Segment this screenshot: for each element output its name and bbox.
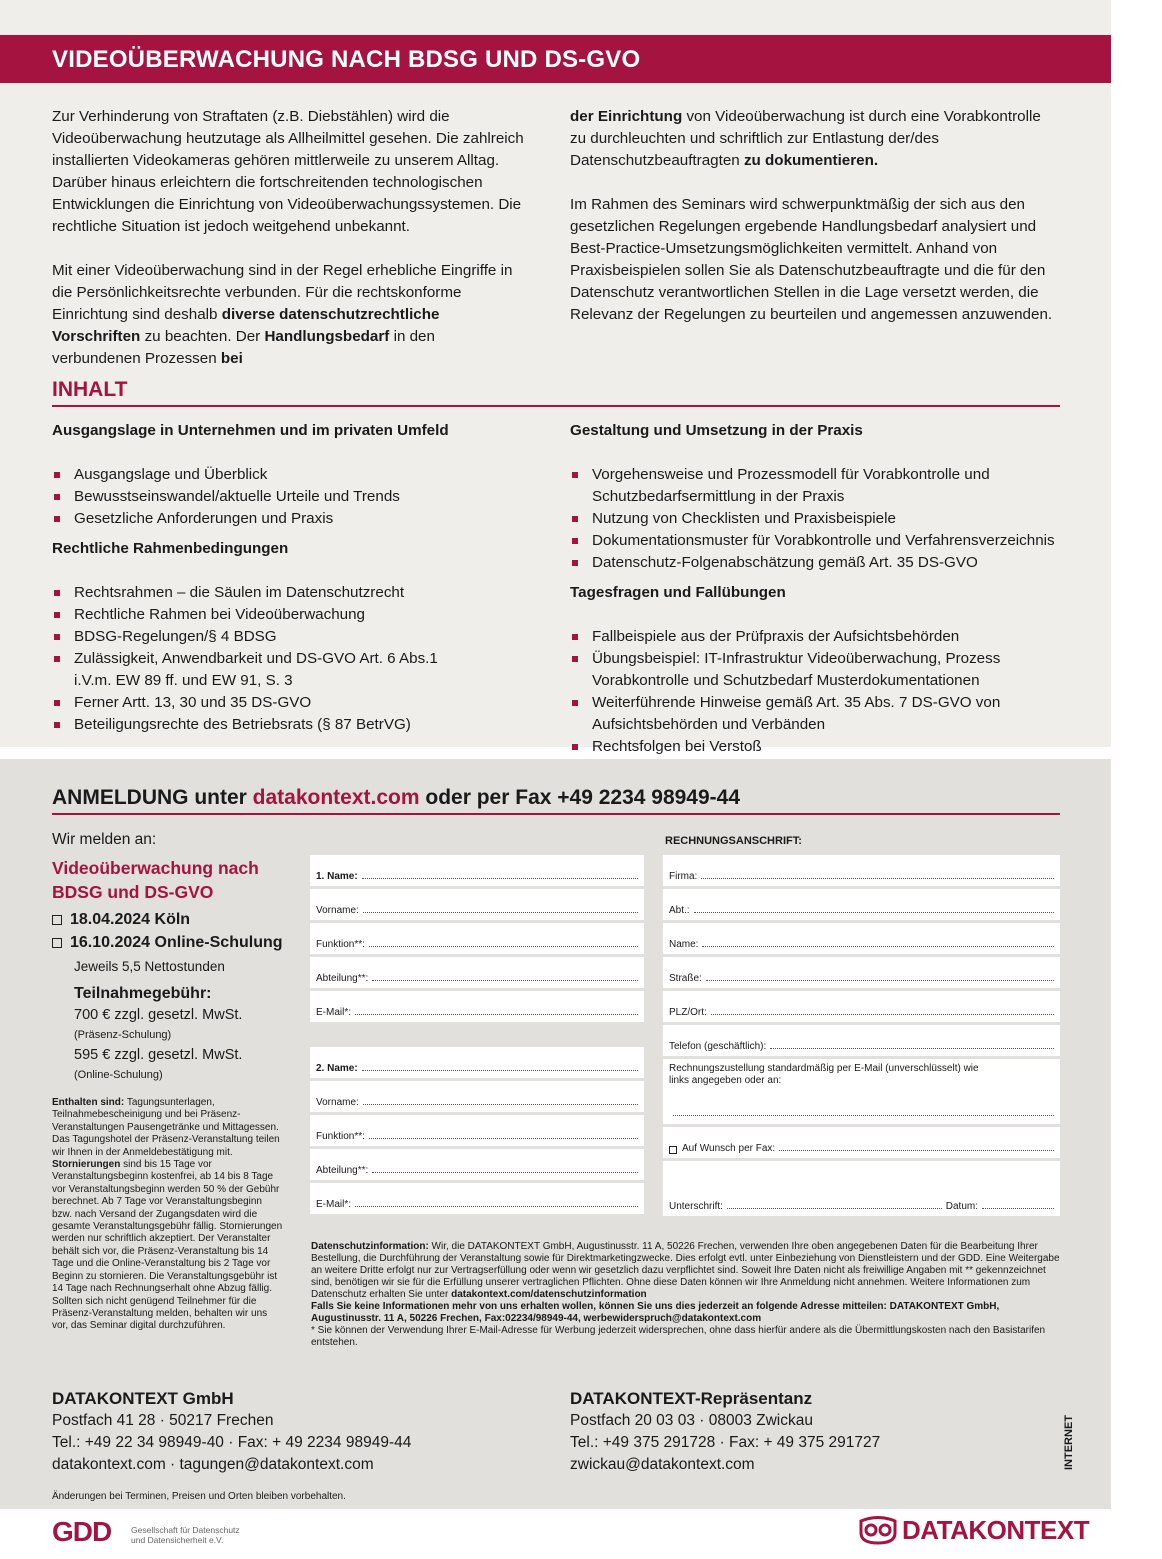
date-option-1[interactable]: 18.04.2024 Köln: [52, 908, 283, 931]
address-zwickau: DATAKONTEXT-Repräsentanz Postfach 20 03 03 · 08003 Zwickau Tel.: +49 375 291728 · Fax: + 49 375 291727 zwickau@datakontext.com: [570, 1389, 881, 1473]
billing-heading: RECHNUNGSANSCHRIFT:: [665, 835, 802, 847]
funktion-2-field[interactable]: Funktion**:: [310, 1115, 644, 1146]
fee-2-note: (Online-Schulung): [74, 1069, 163, 1081]
inhalt-right: [570, 420, 1070, 766]
signature-field[interactable]: Unterschrift: Datum:: [663, 1161, 1060, 1216]
list-item: Nutzung von Checklisten und Praxisbeispiele: [570, 508, 1070, 530]
fax-option-field[interactable]: Auf Wunsch per Fax:: [663, 1127, 1060, 1158]
divider: [52, 813, 1060, 815]
list-item: Ferner Artt. 13, 30 und 35 DS-GVO: [52, 692, 532, 714]
intro-right: [570, 106, 1060, 348]
seminar-title: Videoüberwachung nach BDSG und DS-GVO: [52, 858, 259, 902]
section-title: Ausgangslage in Unternehmen und im privaten Umfeld: [52, 422, 449, 439]
strasse-field[interactable]: Straße:: [663, 957, 1060, 988]
list-item: Zulässigkeit, Anwendbarkeit und DS-GVO Art. 6 Abs.1 i.V.m. EW 89 ff. und EW 91, S. 3: [52, 648, 532, 692]
divider: [52, 405, 1060, 407]
name-2-field[interactable]: 2. Name:: [310, 1047, 644, 1078]
bullet-list: [570, 464, 1070, 574]
checkbox[interactable]: [52, 915, 62, 925]
hours-text: Jeweils 5,5 Nettostunden: [74, 959, 225, 974]
privacy-link[interactable]: datakontext.com/datenschutzinformation: [451, 1289, 647, 1300]
list-item: Rechtsrahmen – die Säulen im Datenschutzrecht: [52, 582, 532, 604]
list-item: Weiterführende Hinweise gemäß Art. 35 Abs. 7 DS-GVO von Aufsichtsbehörden und Verbänden: [570, 692, 1070, 736]
section-title: Rechtliche Rahmenbedingungen: [52, 540, 289, 557]
invoice-email-label: Rechnungszustellung standardmäßig per E-Mail (unverschlüsselt) wie links angegeben oder an:: [669, 1063, 979, 1087]
checkbox[interactable]: [52, 938, 62, 948]
gdd-logo-text: Gesellschaft für Datenschutz und Datensicherheit e.V.: [131, 1525, 240, 1545]
disclaimer: Änderungen bei Terminen, Preisen und Orten bleiben vorbehalten.: [52, 1491, 346, 1502]
section-title: Gestaltung und Umsetzung in der Praxis: [570, 422, 863, 439]
registration-title: ANMELDUNG unter datakontext.com oder per Fax +49 2234 98949-44: [52, 786, 741, 809]
telefon-field[interactable]: Telefon (geschäftlich):: [663, 1025, 1060, 1056]
datakontext-logo-text: DATAKONTEXT: [902, 1515, 1090, 1545]
email-2-field[interactable]: E-Mail*:: [310, 1183, 644, 1214]
bullet-list: [52, 582, 532, 736]
billing-name-field[interactable]: Name:: [663, 923, 1060, 954]
date-options: [52, 908, 283, 954]
firma-field[interactable]: Firma:: [663, 855, 1060, 886]
intro-paragraph: Zur Verhinderung von Straftaten (z.B. Diebstählen) wird die Videoüberwachung heutzutage als Allheilmittel gesehen. Die zahlreich installierten Videokameras gehören mittlerweile zu unserem Alltag. Darüber hinaus erleichtern die fortschreitenden technologischen Entwicklungen die Einrichtung von Videoüberwachungssystemen. Die rechtliche Situation ist jedoch weitgehend unbekannt.: [52, 108, 524, 235]
inhalt-left: [52, 420, 532, 744]
list-item: Dokumentationsmuster für Vorabkontrolle und Verfahrensverzeichnis: [570, 530, 1070, 552]
gdd-logo: GDD: [52, 1516, 112, 1547]
page-title: VIDEOÜBERWACHUNG NACH BDSG UND DS-GVO: [52, 46, 641, 73]
list-item: Übungsbeispiel: IT-Infrastruktur Videoüberwachung, Prozess Vorabkontrolle und Schutzbedarf Musterdokumentationen: [570, 648, 1070, 692]
bullet-list: [570, 626, 1070, 758]
inhalt-heading: INHALT: [52, 378, 128, 401]
plz-ort-field[interactable]: PLZ/Ort:: [663, 991, 1060, 1022]
vorname-1-field[interactable]: Vorname:: [310, 889, 644, 920]
abteilung-1-field[interactable]: Abteilung**:: [310, 957, 644, 988]
fee-1: 700 € zzgl. gesetzl. MwSt.: [74, 1007, 243, 1023]
list-item: BDSG-Regelungen/§ 4 BDSG: [52, 626, 532, 648]
email-1-field[interactable]: E-Mail*:: [310, 991, 644, 1022]
list-item: Rechtsfolgen bei Verstoß: [570, 736, 1070, 758]
list-item: Beteiligungsrechte des Betriebsrats (§ 87 BetrVG): [52, 714, 532, 736]
abteilung-2-field[interactable]: Abteilung**:: [310, 1149, 644, 1180]
privacy-info: Datenschutzinformation: Wir, die DATAKONTEXT GmbH, Augustinusstr. 11 A, 50226 Frechen, verwenden Ihre oben angegebenen Daten für die Bearbeitung Ihrer Bestellung, die Durchführung der Veranstaltung sowie für Direktmarketingzwecke. Dies erfolgt evtl. unter Einbeziehung von Dienstleistern und der GDD. Eine Weitergabe an weitere Dritte erfolgt nur zur Vertragserfüllung oder wenn wir gesetzlich dazu verpflichtet sind. Soweit Ihre Daten nicht als freiwillige Angaben mit ** gekennzeichnet sind, benötigen wir sie für die Erfüllung unserer vertraglichen Pflichten. Ohne diese Daten können wir Ihre Anmeldung nicht annehmen. Weitere Informationen zum Datenschutz erhalten Sie unter datakontext.com/datenschutzinformation Falls Sie keine Informationen mehr von uns erhalten wollen, können Sie uns dies jederzeit an folgende Adresse mitteilen: DATAKONTEXT GmbH, Augustinusstr. 11 A, 50226 Frechen, Fax:02234/98949-44, werbewiderspruch@datakontext.com * Sie können der Verwendung Ihrer E-Mail-Adresse für Werbung jederzeit widersprechen, ohne dass hierfür andere als die Übermittlungskosten nach den Basistarifen entstehen.: [311, 1241, 1060, 1348]
bullet-list: [52, 464, 532, 530]
funktion-1-field[interactable]: Funktion**:: [310, 923, 644, 954]
list-item: Gesetzliche Anforderungen und Praxis: [52, 508, 532, 530]
fee-2: 595 € zzgl. gesetzl. MwSt.: [74, 1047, 243, 1063]
date-option-2[interactable]: 16.10.2024 Online-Schulung: [52, 931, 283, 954]
list-item: Fallbeispiele aus der Prüfpraxis der Aufsichtsbehörden: [570, 626, 1070, 648]
list-item: Bewusstseinswandel/aktuelle Urteile und Trends: [52, 486, 532, 508]
list-item: Ausgangslage und Überblick: [52, 464, 532, 486]
fee-label: Teilnahmegebühr:: [74, 985, 212, 1002]
intro-paragraph: Im Rahmen des Seminars wird schwerpunktmäßig der sich aus den gesetzlichen Regelungen ergebende Handlungsbedarf analysiert und Best-Practice-Umsetzungsmöglichkeiten vermittelt. Anhand von Praxisbeispielen sollen Sie als Datenschutzbeauftragte und die für den Datenschutz verantwortlichen Stellen in die Lage versetzt werden, die Relevanz der Regelungen zu beurteilen und angemessen anzuwenden.: [570, 196, 1053, 323]
intro-paragraph: der Einrichtung von Videoüberwachung ist durch eine Vorabkontrolle zu durchleuchten und schriftlich zur Entlastung der/des Datenschutzbeauftragten zu dokumentieren.: [570, 108, 1041, 169]
title-banner: [0, 35, 1111, 83]
invoice-email-field[interactable]: [663, 1059, 1060, 1124]
fee-1-note: (Präsenz-Schulung): [74, 1029, 172, 1041]
wir-melden-label: Wir melden an:: [52, 831, 157, 848]
registration-link[interactable]: datakontext.com: [252, 786, 420, 809]
terms-text: Enthalten sind: Tagungsunterlagen, Teilnahmebescheinigung und bei Präsenz-Veranstaltungen Pausengetränke und Mittagessen. Das Tagungshotel der Präsenz-Veranstaltung teilen wir Ihnen in der Anmeldebestätigung mit. Stornierungen sind bis 15 Tage vor Veranstaltungsbeginn kostenfrei, ab 14 bis 8 Tage vor Veranstaltungsbeginn werden 50 % der Gebühr berechnet. Ab 7 Tage vor Veranstaltungsbeginn bzw. nach Versand der Zugangsdaten wird die gesamte Veranstaltungsgebühr fällig. Stornierungen werden nur schriftlich akzeptiert. Der Veranstalter behält sich vor, die Präsenz-Veranstaltung bis 14 Tage und die Online-Veranstaltung bis 2 Tage vor Beginn zu stornieren. Die Veranstaltungsgebühr ist 14 Tage nach Rechnungserhalt ohne Abzug fällig. Sollten sich nicht genügend Teilnehmer für die Präsenz-Veranstaltung melden, behalten wir uns vor, das Seminar digital durchzuführen.: [52, 1097, 283, 1332]
vorname-2-field[interactable]: Vorname:: [310, 1081, 644, 1112]
name-1-field[interactable]: 1. Name:: [310, 855, 644, 886]
checkbox[interactable]: [669, 1146, 677, 1154]
section-title: Tagesfragen und Fallübungen: [570, 584, 786, 601]
intro-left: [52, 106, 524, 392]
vertical-label: INTERNET: [1063, 1415, 1075, 1470]
address-frechen: DATAKONTEXT GmbH Postfach 41 28 · 50217 Frechen Tel.: +49 22 34 98949-40 · Fax: + 49 2234 98949-44 datakontext.com · tagungen@datakontext.com: [52, 1389, 412, 1473]
list-item: Vorgehensweise und Prozessmodell für Vorabkontrolle und Schutzbedarfsermittlung in der Praxis: [570, 464, 1070, 508]
list-item: Rechtliche Rahmen bei Videoüberwachung: [52, 604, 532, 626]
owl-icon: [858, 1515, 898, 1545]
intro-paragraph: Mit einer Videoüberwachung sind in der Regel erhebliche Eingriffe in die Persönlichkeitsrechte verbunden. Für die rechtskonforme Einrichtung sind deshalb diverse datenschutzrechtliche Vorschriften zu beachten. Der Handlungsbedarf in den verbundenen Prozessen bei: [52, 262, 513, 367]
list-item: Datenschutz-Folgenabschätzung gemäß Art. 35 DS-GVO: [570, 552, 1070, 574]
abt-field[interactable]: Abt.:: [663, 889, 1060, 920]
